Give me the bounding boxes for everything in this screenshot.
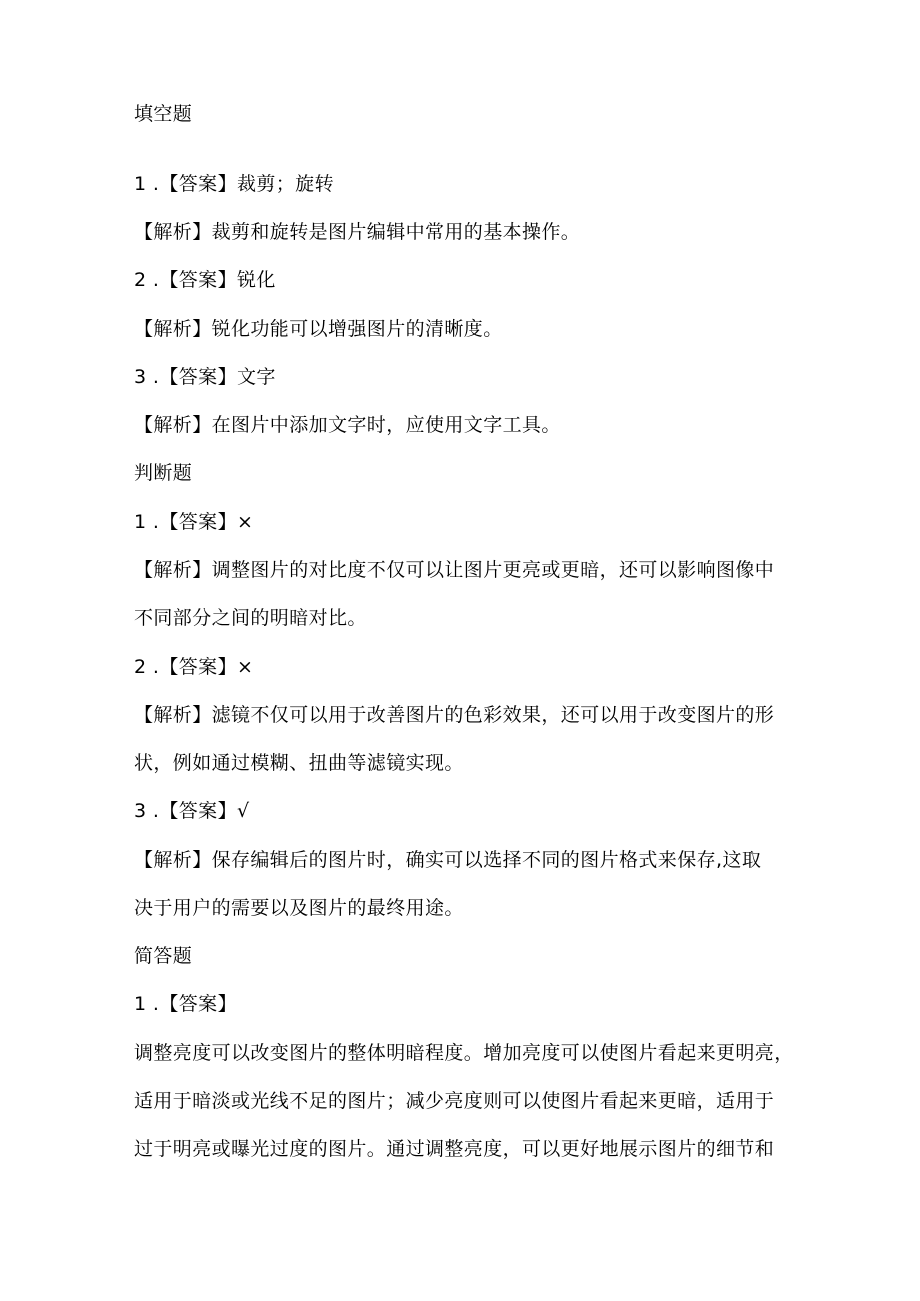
true-false-explain-2-line-1: 【解析】滤镜不仅可以用于改善图片的色彩效果，还可以用于改变图片的形 [134,704,775,726]
fill-blank-answer-3: 3 .【答案】文字 [134,366,276,388]
section-heading-fill-blank: 填空题 [134,103,193,125]
fill-blank-explain-2: 【解析】锐化功能可以增强图片的清晰度。 [134,318,503,340]
fill-blank-explain-1: 【解析】裁剪和旋转是图片编辑中常用的基本操作。 [134,221,581,243]
true-false-explain-3-line-2: 决于用户的需要以及图片的最终用途。 [134,897,464,919]
true-false-explain-1-line-2: 不同部分之间的明暗对比。 [134,607,367,629]
section-heading-short-answer: 简答题 [134,945,193,967]
true-false-answer-3: 3 .【答案】√ [134,800,250,822]
short-answer-body-line-1: 调整亮度可以改变图片的整体明暗程度。增加亮度可以使图片看起来更明亮， [134,1042,794,1064]
true-false-explain-1-line-1: 【解析】调整图片的对比度不仅可以让图片更亮或更暗，还可以影响图像中 [134,559,775,581]
short-answer-body-line-3: 过于明亮或曝光过度的图片。通过调整亮度，可以更好地展示图片的细节和 [134,1138,775,1160]
fill-blank-answer-1: 1 .【答案】裁剪；旋转 [134,173,334,195]
true-false-answer-1: 1 .【答案】× [134,511,254,533]
true-false-explain-3-line-1: 【解析】保存编辑后的图片时，确实可以选择不同的图片格式来保存,这取 [134,849,762,871]
fill-blank-explain-3: 【解析】在图片中添加文字时，应使用文字工具。 [134,414,561,436]
short-answer-body-line-2: 适用于暗淡或光线不足的图片；减少亮度则可以使图片看起来更暗，适用于 [134,1090,775,1112]
short-answer-answer-1: 1 .【答案】 [134,993,237,1015]
fill-blank-answer-2: 2 .【答案】锐化 [134,269,276,291]
true-false-explain-2-line-2: 状，例如通过模糊、扭曲等滤镜实现。 [134,752,464,774]
section-heading-true-false: 判断题 [134,462,193,484]
true-false-answer-2: 2 .【答案】× [134,656,254,678]
